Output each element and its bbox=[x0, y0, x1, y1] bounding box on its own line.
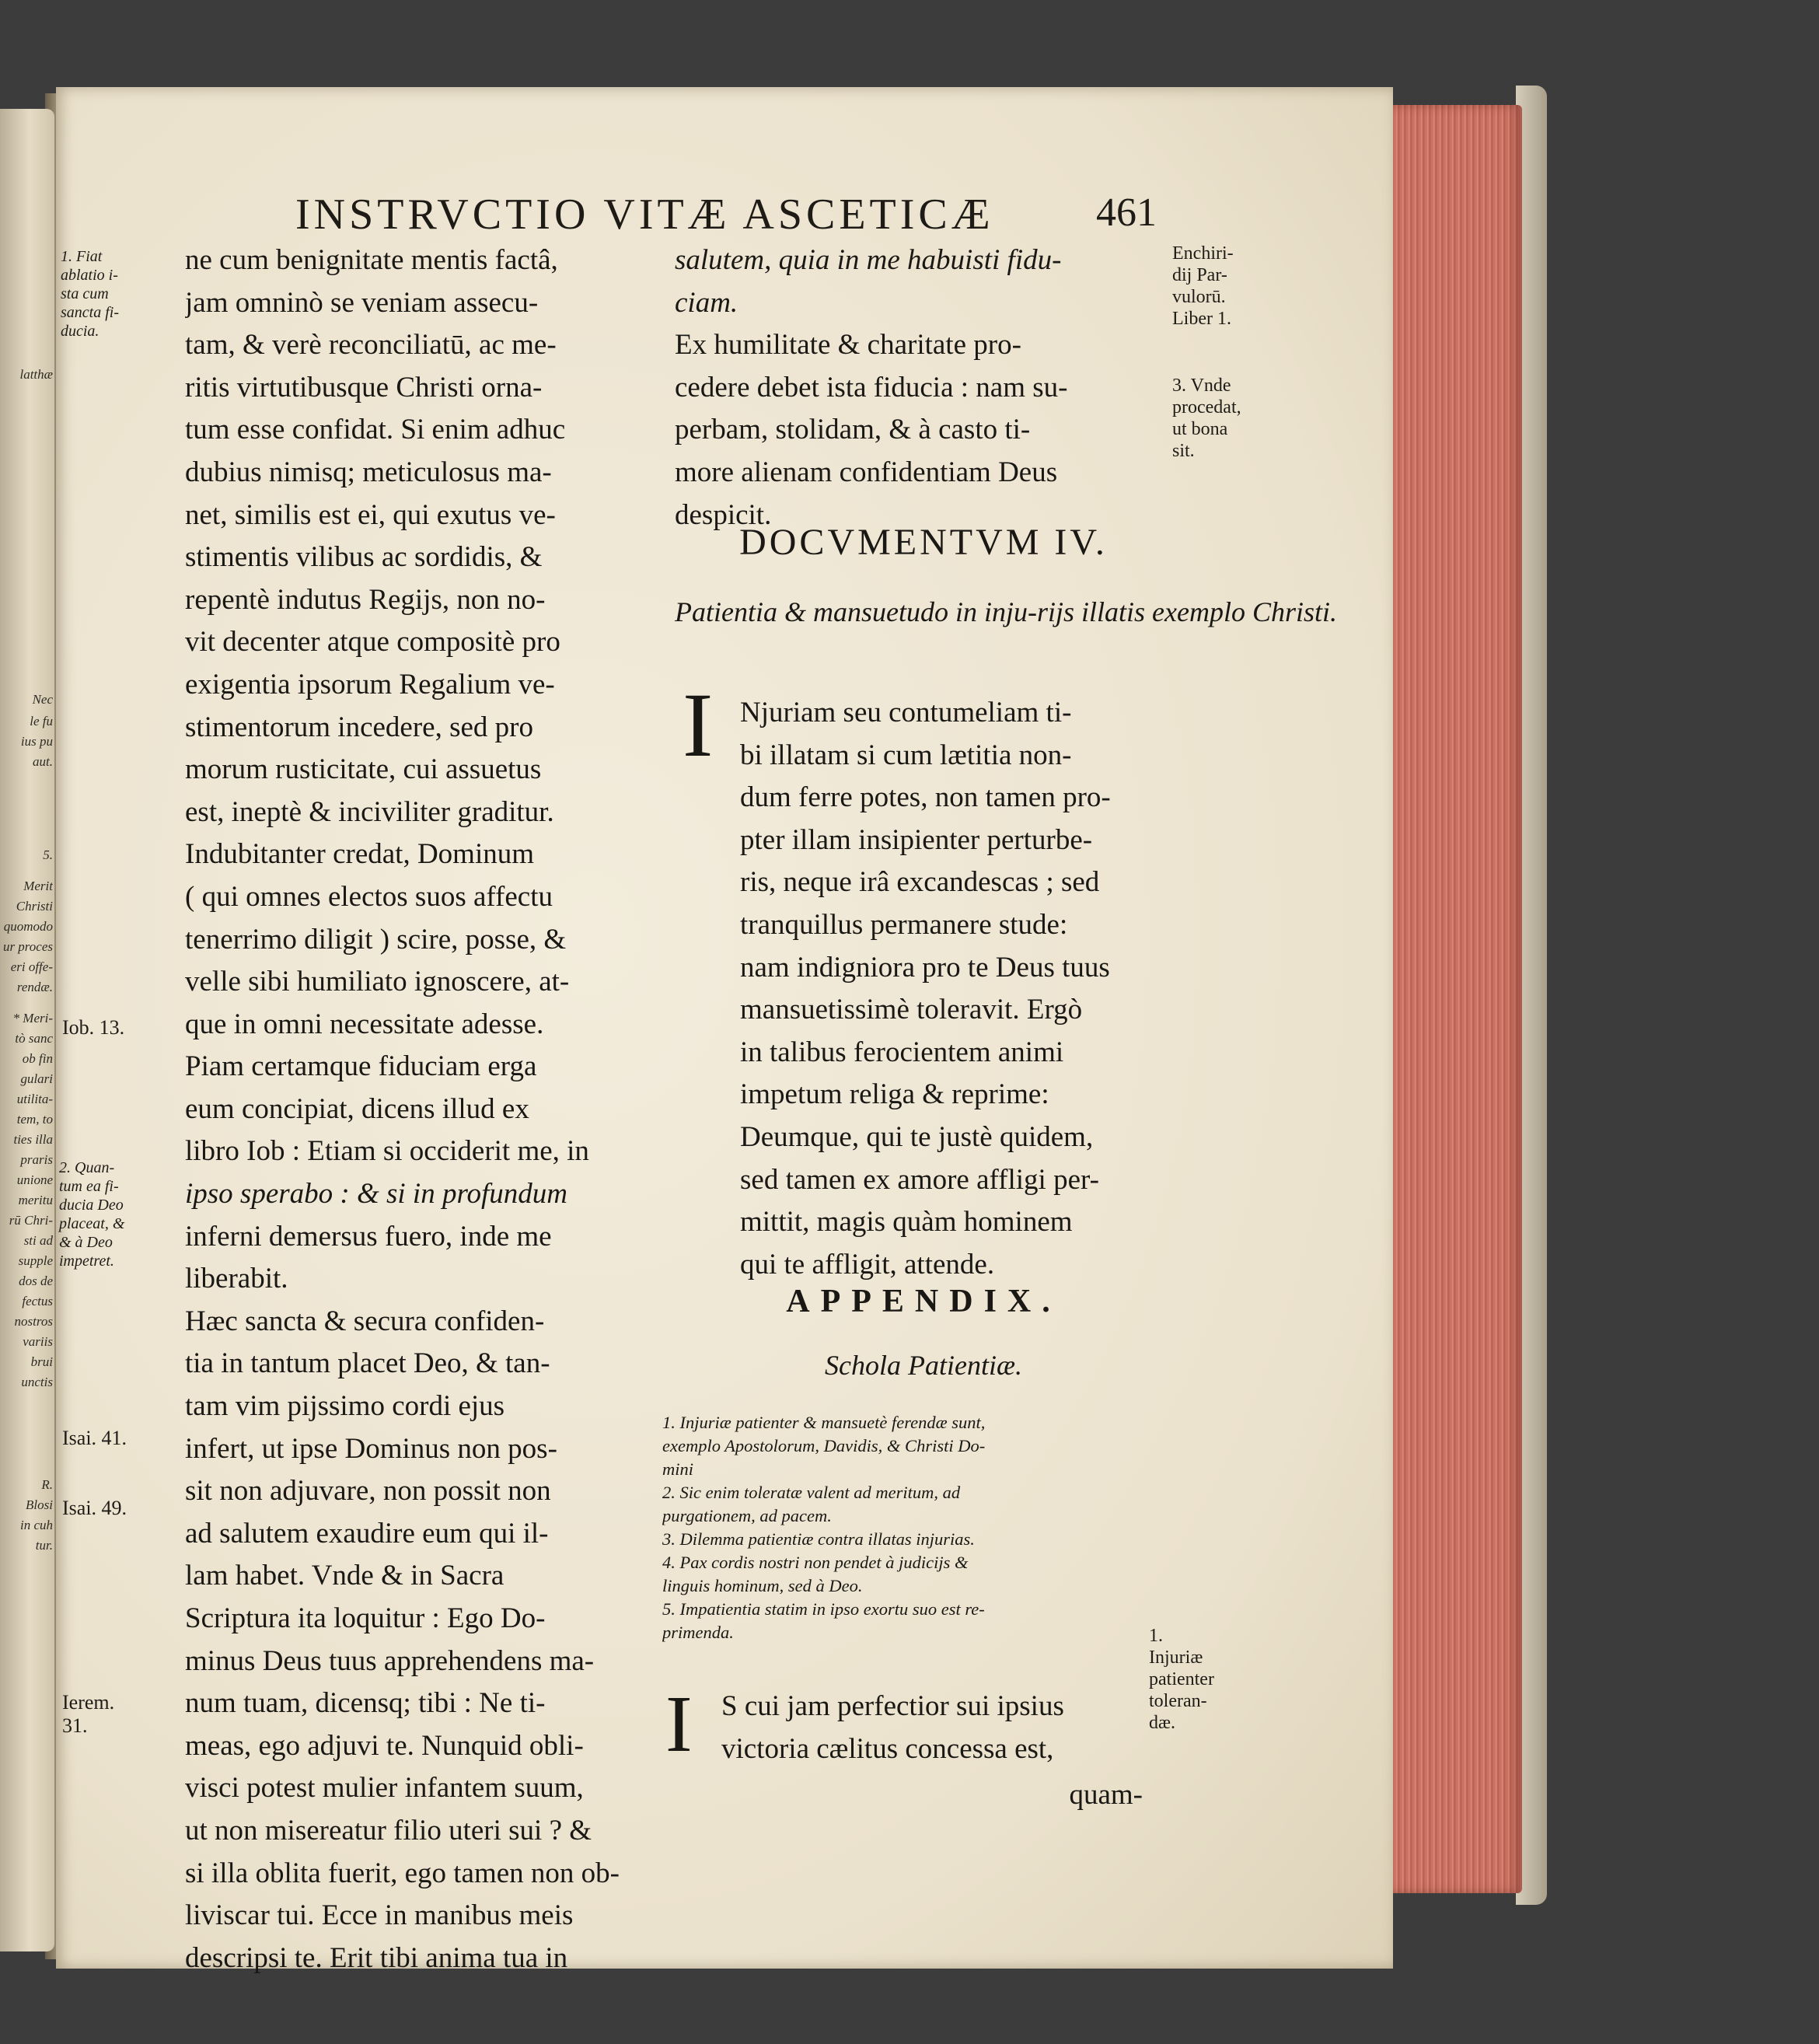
marginal-note-line: 3. Vnde bbox=[1172, 376, 1231, 396]
right-column-top bbox=[675, 239, 1172, 536]
text-line: visci potest mulier infantem suum, bbox=[185, 1772, 584, 1805]
text-line: eum concipiat, dicens illud ex bbox=[185, 1092, 529, 1125]
text-line: Ex humilitate & charitate pro- bbox=[675, 329, 1021, 362]
text-line: tam vim pijssimo cordi ejus bbox=[185, 1390, 505, 1423]
appendix-title: APPENDIX. bbox=[786, 1284, 1061, 1319]
marginal-note-line: 1. bbox=[1149, 1626, 1163, 1646]
previous-page-text: dos de bbox=[19, 1274, 53, 1288]
appendix-subtitle: Schola Patientiæ. bbox=[825, 1350, 1022, 1381]
document-title: DOCVMENTVM IV. bbox=[739, 522, 1108, 563]
text-line: num tuam, dicensq; tibi : Ne ti- bbox=[185, 1687, 546, 1720]
text-line: ipso sperabo : & si in profundum bbox=[185, 1178, 567, 1211]
text-line: perbam, stolidam, & à casto ti- bbox=[675, 414, 1031, 446]
text-line: stimentis vilibus ac sordidis, & bbox=[185, 541, 543, 574]
previous-page-text: ob fin bbox=[22, 1051, 53, 1066]
marginal-note-line: dij Par- bbox=[1172, 265, 1227, 285]
summary-line: mini bbox=[662, 1459, 694, 1479]
red-page-edges bbox=[1382, 105, 1522, 1893]
marginal-note-line: ablatio i- bbox=[61, 267, 118, 284]
text-line: libro Iob : Etiam si occiderit me, in bbox=[185, 1135, 589, 1168]
marginal-note bbox=[62, 1691, 114, 1738]
previous-page-text: tò sanc bbox=[15, 1031, 53, 1046]
text-line: in talibus ferocientem animi bbox=[740, 1036, 1064, 1068]
marginal-note-line: Isai. 41. bbox=[62, 1427, 127, 1449]
marginal-note bbox=[1172, 243, 1234, 330]
text-line: inferni demersus fuero, inde me bbox=[185, 1220, 552, 1253]
marginal-note bbox=[1149, 1625, 1214, 1734]
text-line: net, similis est ei, qui exutus ve- bbox=[185, 498, 556, 531]
marginal-note-line: procedat, bbox=[1172, 397, 1241, 418]
document-subtitle bbox=[675, 591, 1337, 633]
text-line: est, ineptè & inciviliter graditur. bbox=[185, 795, 554, 828]
marginal-note-line: 2. Quan- bbox=[59, 1159, 115, 1176]
previous-page-text: ties illa bbox=[13, 1132, 53, 1147]
marginal-note-line: & à Deo bbox=[59, 1234, 113, 1251]
text-line: meas, ego adjuvi te. Nunquid obli- bbox=[185, 1729, 584, 1762]
previous-page-text: Merit bbox=[23, 879, 53, 893]
marginal-note-line: toleran- bbox=[1149, 1691, 1207, 1711]
marginal-note-line: ut bona bbox=[1172, 419, 1228, 439]
text-line: que in omni necessitate adesse. bbox=[185, 1008, 544, 1040]
previous-page-text: eri offe- bbox=[10, 959, 53, 974]
text-line: ritis virtutibusque Christi orna- bbox=[185, 371, 543, 404]
marginal-note-line: 1. Fiat bbox=[61, 248, 103, 265]
previous-page-text: supple bbox=[18, 1253, 53, 1268]
summary-line: primenda. bbox=[662, 1623, 734, 1642]
summary-line: 4. Pax cordis nostri non pendet à judicijs & bbox=[662, 1553, 969, 1572]
previous-page-text: rū Chri- bbox=[9, 1213, 53, 1228]
text-line: liberabit. bbox=[185, 1263, 288, 1295]
text-line: dubius nimisq; meticulosus ma- bbox=[185, 456, 552, 488]
text-line: infert, ut ipse Dominus non pos- bbox=[185, 1432, 557, 1465]
text-line: pter illam insipienter perturbe- bbox=[740, 823, 1093, 856]
text-line: mittit, magis quàm hominem bbox=[740, 1206, 1073, 1239]
text-line: victoria cælitus concessa est, bbox=[721, 1732, 1054, 1765]
summary-line: 2. Sic enim toleratæ valent ad meritum, ad bbox=[662, 1483, 961, 1502]
text-line: minus Deus tuus apprehendens ma- bbox=[185, 1644, 595, 1677]
appendix-summary bbox=[662, 1411, 1160, 1644]
text-line: Scriptura ita loquitur : Ego Do- bbox=[185, 1602, 546, 1634]
page-number: 461 bbox=[1096, 190, 1157, 235]
marginal-note-line: Iob. 13. bbox=[62, 1016, 125, 1039]
previous-page-text: fectus bbox=[22, 1294, 53, 1309]
text-line: tenerrimo diligit ) scire, posse, & bbox=[185, 923, 567, 956]
previous-page-text: Blosi bbox=[26, 1497, 53, 1512]
marginal-note-line: placeat, & bbox=[59, 1215, 125, 1232]
text-line: tranquillus permanere stude: bbox=[740, 908, 1068, 941]
text-line: Deumque, qui te justè quidem, bbox=[740, 1120, 1094, 1153]
text-line: more alienam confidentiam Deus bbox=[675, 456, 1058, 488]
previous-page-text: in cuh bbox=[19, 1518, 53, 1532]
text-line: ( qui omnes electos suos affectu bbox=[185, 880, 553, 913]
previous-page-text: unione bbox=[16, 1172, 53, 1187]
text-line: tam, & verè reconciliatū, ac me- bbox=[185, 329, 557, 362]
text-line: ciam. bbox=[675, 286, 738, 319]
text-line: lam habet. Vnde & in Sacra bbox=[185, 1560, 505, 1592]
previous-page-text: utilita- bbox=[16, 1092, 53, 1106]
previous-page-text: meritu bbox=[18, 1193, 53, 1207]
previous-page-text: Nec bbox=[32, 692, 53, 707]
previous-page-text: quomodo bbox=[3, 919, 53, 934]
text-line: ne cum benignitate mentis factâ, bbox=[185, 244, 558, 276]
text-line: despicit. bbox=[675, 498, 772, 531]
previous-page-text: ur proces bbox=[2, 939, 53, 954]
marginal-note-line: 31. bbox=[62, 1714, 88, 1737]
previous-page-text: gulari bbox=[20, 1071, 53, 1086]
text-line: ut non misereatur filio uteri sui ? & bbox=[185, 1814, 592, 1847]
previous-page-text: rendæ. bbox=[16, 980, 53, 994]
text-line: velle sibi humiliato ignoscere, at- bbox=[185, 966, 570, 998]
marginal-note-line: sit. bbox=[1172, 441, 1195, 461]
previous-page-text: nostros bbox=[14, 1314, 53, 1329]
previous-page-text: brui bbox=[30, 1354, 53, 1369]
summary-line: 1. Injuriæ patienter & mansuetè ferendæ sunt, bbox=[662, 1413, 986, 1432]
previous-page-text: sti ad bbox=[23, 1233, 53, 1248]
text-line: dum ferre potes, non tamen pro- bbox=[740, 781, 1111, 814]
left-column bbox=[185, 239, 659, 1979]
document-body bbox=[740, 692, 1160, 1286]
marginal-note-line: ducia. bbox=[61, 323, 100, 340]
marginal-note-line: sancta fi- bbox=[61, 304, 119, 321]
text-line: qui te affligit, attende. bbox=[740, 1248, 995, 1281]
text-line: nam indigniora pro te Deus tuus bbox=[740, 951, 1110, 984]
marginal-note bbox=[62, 1427, 127, 1450]
text-line: tia in tantum placet Deo, & tan- bbox=[185, 1347, 550, 1380]
text-line: impetum religa & reprime: bbox=[740, 1078, 1049, 1111]
text-line: cedere debet ista fiducia : nam su- bbox=[675, 371, 1068, 404]
text-line: sed tamen ex amore affligi per- bbox=[740, 1163, 1099, 1196]
marginal-note-line: sta cum bbox=[61, 285, 109, 302]
marginal-note bbox=[1172, 375, 1241, 462]
document-dropcap: I bbox=[683, 674, 714, 776]
marginal-note-line: Liber 1. bbox=[1172, 309, 1231, 329]
catchword: quam- bbox=[1069, 1779, 1143, 1811]
text-line: Piam certamque fiduciam erga bbox=[185, 1050, 537, 1083]
previous-page-fragment bbox=[0, 109, 54, 1951]
text-line: si illa oblita fuerit, ego tamen non ob- bbox=[185, 1857, 620, 1889]
text-line: mansuetissimè toleravit. Ergò bbox=[740, 994, 1083, 1026]
subtitle-line: Patientia & mansuetudo in inju- bbox=[675, 596, 1037, 627]
marginal-note-line: ducia Deo bbox=[59, 1197, 124, 1214]
text-line: ad salutem exaudire eum qui il- bbox=[185, 1517, 549, 1550]
text-line: exigentia ipsorum Regalium ve- bbox=[185, 668, 555, 701]
marginal-note bbox=[59, 1158, 124, 1270]
text-line: liviscar tui. Ecce in manibus meis bbox=[185, 1899, 574, 1932]
summary-line: linguis hominum, sed à Deo. bbox=[662, 1576, 863, 1595]
summary-line: 3. Dilemma patientiæ contra illatas injurias. bbox=[662, 1529, 975, 1549]
text-line: S cui jam perfectior sui ipsius bbox=[721, 1690, 1064, 1722]
marginal-note-line: patienter bbox=[1149, 1669, 1214, 1689]
summary-line: purgationem, ad pacem. bbox=[662, 1506, 832, 1525]
text-line: bi illatam si cum lætitia non- bbox=[740, 739, 1072, 771]
summary-line: 5. Impatientia statim in ipso exortu suo est re- bbox=[662, 1599, 985, 1619]
text-line: tum esse confidat. Si enim adhuc bbox=[185, 414, 566, 446]
marginal-note-line: vulorū. bbox=[1172, 287, 1226, 307]
text-line: ris, neque irâ excandescas ; sed bbox=[740, 866, 1100, 899]
previous-page-text: tem, to bbox=[16, 1112, 53, 1127]
text-line: repentè indutus Regijs, non no- bbox=[185, 583, 546, 616]
summary-line: exemplo Apostolorum, Davidis, & Christi Do- bbox=[662, 1436, 986, 1455]
marginal-note bbox=[62, 1497, 127, 1520]
marginal-note-line: impetret. bbox=[59, 1253, 114, 1270]
previous-page-text: aut. bbox=[33, 754, 53, 769]
previous-page-text: le fu bbox=[30, 714, 53, 729]
marginal-note-line: Enchiri- bbox=[1172, 243, 1234, 264]
previous-page-text: Christi bbox=[16, 899, 53, 914]
marginal-note-line: dæ. bbox=[1149, 1713, 1176, 1733]
marginal-note bbox=[61, 247, 119, 341]
text-line: Indubitanter credat, Dominum bbox=[185, 838, 535, 871]
previous-page-text: variis bbox=[23, 1334, 53, 1349]
text-line: Hæc sancta & secura confiden- bbox=[185, 1305, 545, 1337]
previous-page-text: 5. bbox=[43, 847, 53, 862]
running-head: INSTRVCTIO VITÆ ASCETICÆ bbox=[295, 190, 994, 239]
final-dropcap: I bbox=[665, 1679, 693, 1769]
text-line: salutem, quia in me habuisti fidu- bbox=[675, 244, 1062, 276]
text-line: Njuriam seu contumeliam ti- bbox=[740, 697, 1072, 729]
previous-page-text: praris bbox=[20, 1152, 53, 1167]
text-line: descripsi te. Erit tibi anima tua in bbox=[185, 1941, 568, 1974]
text-line: morum rusticitate, cui assuetus bbox=[185, 753, 542, 786]
text-line: vit decenter atque compositè pro bbox=[185, 626, 560, 659]
marginal-note-line: Isai. 49. bbox=[62, 1497, 127, 1519]
text-line: jam omninò se veniam assecu- bbox=[185, 286, 539, 319]
marginal-note bbox=[62, 1016, 124, 1039]
previous-page-text: * Meri- bbox=[12, 1011, 53, 1025]
previous-page-text: unctis bbox=[21, 1375, 53, 1389]
previous-page-text: ius pu bbox=[20, 734, 53, 749]
marginal-note-line: Ierem. bbox=[62, 1691, 115, 1714]
final-lines bbox=[721, 1686, 1141, 1770]
previous-page-text: R. bbox=[41, 1477, 53, 1492]
marginal-note-line: tum ea fi- bbox=[59, 1178, 119, 1195]
text-line: stimentorum incedere, sed pro bbox=[185, 711, 533, 743]
marginal-note-line: Injuriæ bbox=[1149, 1647, 1203, 1668]
previous-page-text: latthæ bbox=[19, 367, 53, 382]
text-line: sit non adjuvare, non possit non bbox=[185, 1475, 551, 1508]
subtitle-line: rijs illatis exemplo Christi. bbox=[1036, 596, 1337, 627]
previous-page-text: tur. bbox=[35, 1538, 53, 1553]
